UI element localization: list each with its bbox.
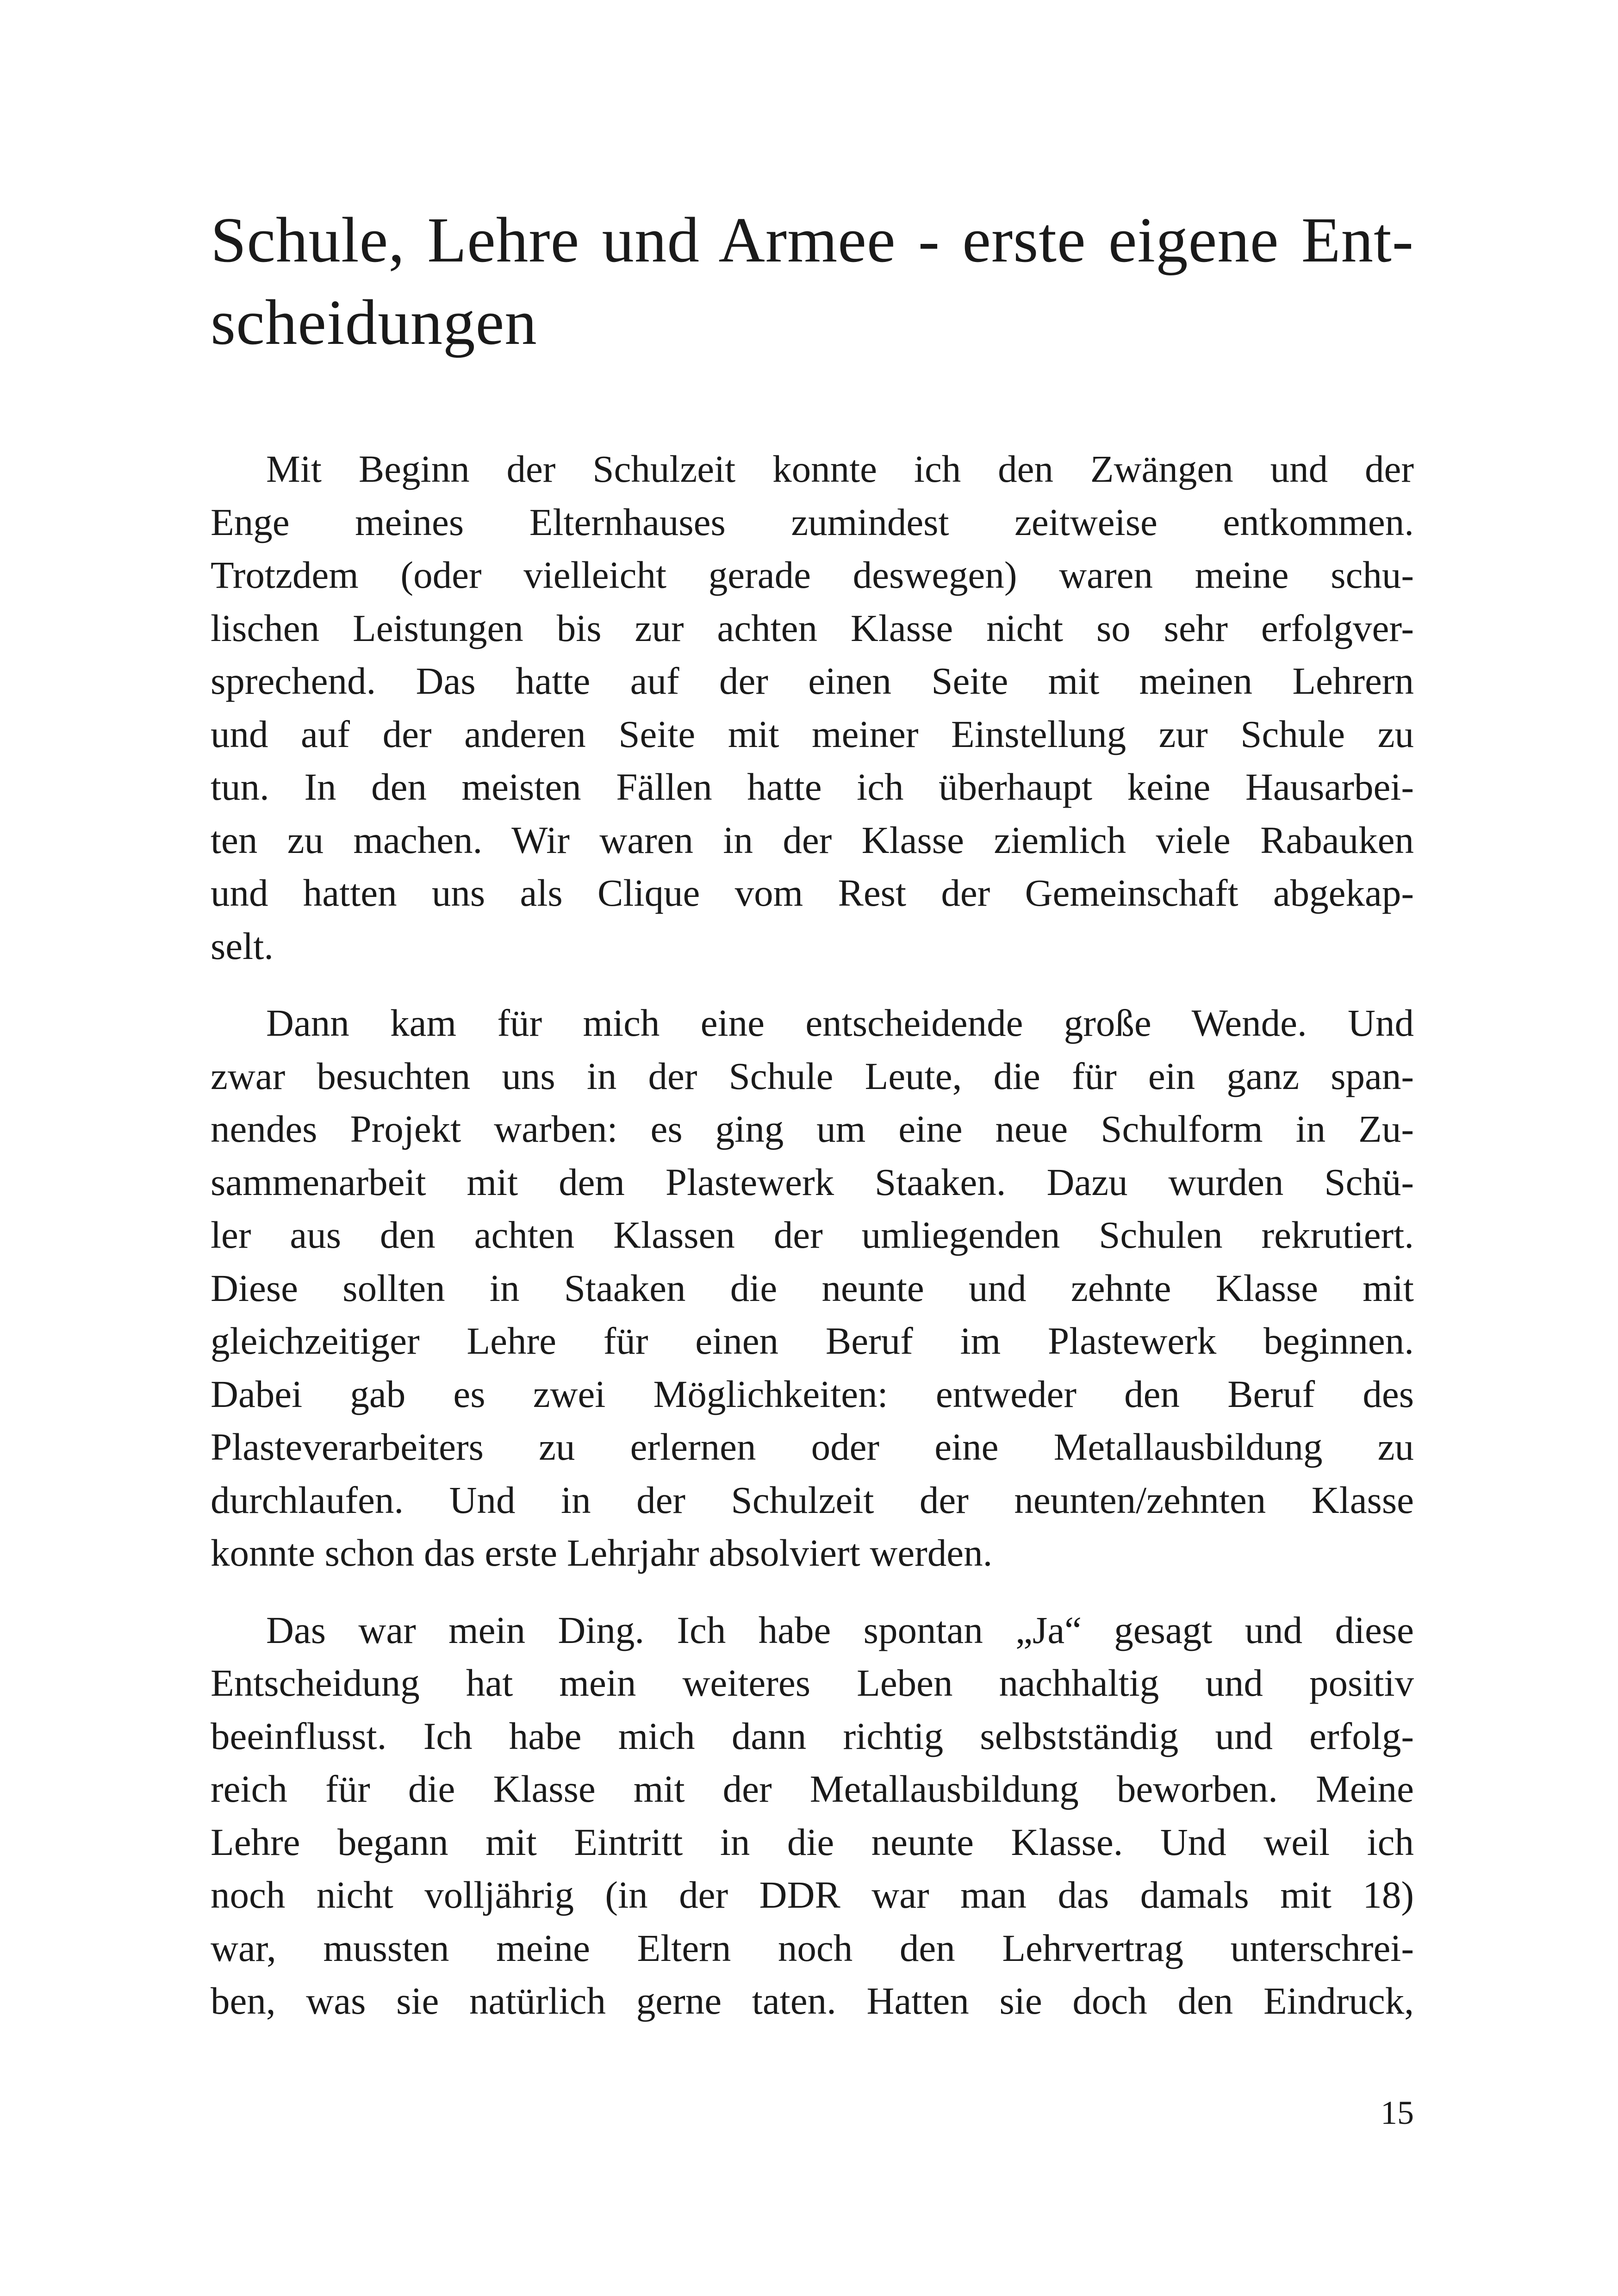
paragraph-line: Diese sollten in Staaken die neunte und zehnte Klasse mit xyxy=(211,1266,1414,1309)
paragraph-line: Trotzdem (oder vielleicht gerade deswegen) waren meine schu- xyxy=(211,554,1414,596)
text-block xyxy=(211,199,1414,2052)
paragraph-line: sammenarbeit mit dem Plastewerk Staaken. Dazu wurden Schü- xyxy=(211,1160,1414,1203)
paragraph-line: reich für die Klasse mit der Metallausbildung beworben. Meine xyxy=(211,1767,1414,1810)
paragraph-line: noch nicht volljährig (in der DDR war man das damals mit 18) xyxy=(211,1873,1414,1916)
paragraph-line: lischen Leistungen bis zur achten Klasse nicht so sehr erfolgver- xyxy=(211,606,1414,649)
paragraph-line: Lehre begann mit Eintritt in die neunte Klasse. Und weil ich xyxy=(211,1820,1414,1863)
paragraph-line: tun. In den meisten Fällen hatte ich überhaupt keine Hausarbei- xyxy=(211,765,1414,808)
paragraph xyxy=(211,1604,1414,2028)
paragraph-line: selt. xyxy=(211,924,274,967)
paragraph-line: nendes Projekt warben: es ging um eine neue Schulform in Zu- xyxy=(211,1108,1414,1150)
chapter-title-line: Schule, Lehre und Armee - erste eigene Ent- xyxy=(211,205,1414,276)
paragraph-line: Entscheidung hat mein weiteres Leben nachhaltig und positiv xyxy=(211,1661,1414,1704)
paragraph-line: sprechend. Das hatte auf der einen Seite mit meinen Lehrern xyxy=(211,660,1414,702)
paragraph-line: durchlaufen. Und in der Schulzeit der neunten/zehnten Klasse xyxy=(211,1478,1414,1521)
page-number: 15 xyxy=(1381,2094,1414,2131)
paragraph-line: Dabei gab es zwei Möglichkeiten: entweder den Beruf des xyxy=(211,1372,1414,1415)
paragraph-line: und auf der anderen Seite mit meiner Einstellung zur Schule zu xyxy=(211,712,1414,755)
paragraph-line: Enge meines Elternhauses zumindest zeitweise entkommen. xyxy=(211,500,1414,543)
paragraph-line: Plasteverarbeiters zu erlernen oder eine Metallausbildung zu xyxy=(211,1425,1414,1468)
paragraph-line: ler aus den achten Klassen der umliegenden Schulen rekrutiert. xyxy=(211,1213,1414,1256)
paragraph-line: ten zu machen. Wir waren in der Klasse ziemlich viele Rabauken xyxy=(211,818,1414,861)
paragraph-line: war, mussten meine Eltern noch den Lehrvertrag unterschrei- xyxy=(211,1926,1414,1969)
chapter-title xyxy=(211,199,1414,364)
paragraph-line: konnte schon das erste Lehrjahr absolviert werden. xyxy=(211,1531,993,1574)
paragraph-line: und hatten uns als Clique vom Rest der Gemeinschaft abgekap- xyxy=(211,871,1414,914)
paragraph xyxy=(211,442,1414,972)
body-text xyxy=(211,442,1414,2028)
paragraph-line: beeinflusst. Ich habe mich dann richtig selbstständig und erfolg- xyxy=(211,1714,1414,1757)
paragraph-line: gleichzeitiger Lehre für einen Beruf im Plastewerk beginnen. xyxy=(211,1319,1414,1362)
paragraph-line: zwar besuchten uns in der Schule Leute, die für ein ganz span- xyxy=(211,1054,1414,1097)
paragraph xyxy=(211,996,1414,1580)
paragraph-line: Mit Beginn der Schulzeit konnte ich den Zwängen und der xyxy=(266,448,1414,490)
paragraph-line: ben, was sie natürlich gerne taten. Hatten sie doch den Eindruck, xyxy=(211,1979,1414,2022)
paragraph-line: Dann kam für mich eine entscheidende große Wende. Und xyxy=(266,1002,1414,1044)
paragraph-line: Das war mein Ding. Ich habe spontan „Ja“ gesagt und diese xyxy=(266,1608,1414,1651)
chapter-title-line: scheidungen xyxy=(211,287,537,358)
